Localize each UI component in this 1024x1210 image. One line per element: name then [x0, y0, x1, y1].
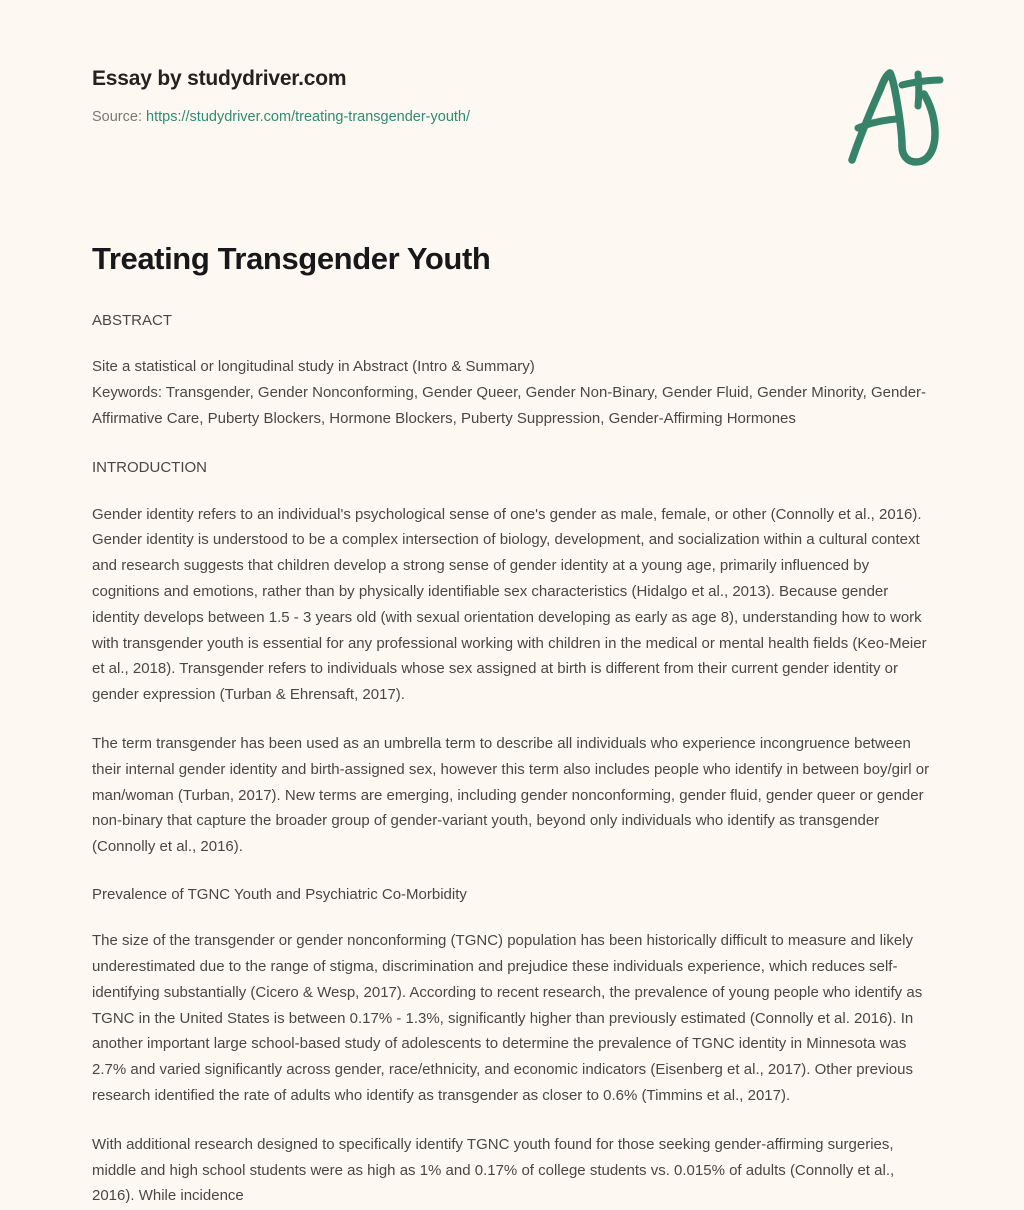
brand-title: Essay by studydriver.com [92, 67, 347, 90]
source-label: Source: [92, 109, 142, 126]
a-plus-logo-svg [840, 62, 948, 172]
page-header [92, 66, 954, 127]
document-body [92, 240, 937, 1209]
prevalence-heading: Prevalence of TGNC Youth and Psychiatric Co-Morbidity [92, 886, 467, 903]
prevalence-paragraph-1: The size of the transgender or gender nonconforming (TGNC) population has been historically difficult to measure and likely underestimated due to the range of stigma, discrimination and prejudice these individuals experience, which reduces self-identifying substantially (Cicero & Wesp, 2017). According to recent research, the prevalence of young people who identify as TGNC in the United States is between 0.17% - 1.3%, significantly higher than previously estimated (Connolly et al. 2016). In another important large school-based study of adolescents to determine the prevalence of TGNC identity in Minnesota was 2.7% and varied significantly across gender, race/ethnicity, and economic indicators (Eisenberg et al., 2017). Other previous research identified the rate of adults who identify as transgender as closer to 0.6% (Timmins et al., 2017). [92, 932, 923, 1105]
source-line [92, 108, 954, 127]
source-url-link[interactable]: https://studydriver.com/treating-transgender-youth/ [146, 109, 471, 126]
abstract-block [92, 354, 937, 431]
intro-paragraph-1: Gender identity refers to an individual's psychological sense of one's gender as male, female, or other (Connolly et al., 2016). Gender identity is understood to be a complex intersection of biology, development, and socialization within a cultural context and research suggests that children develop a strong sense of gender identity at a young age, primarily influenced by cognitions and emotions, rather than by physically identifiable sex characteristics (Hidalgo et al., 2013). Because gender identity develops between 1.5 - 3 years old (with sexual orientation developing as early as age 8), understanding how to work with transgender youth is essential for any professional working with children in the medical or mental health fields (Keo-Meier et al., 2018). Transgender refers to individuals whose sex assigned at birth is different from their current gender identity or gender expression (Turban & Ehrensaft, 2017). [92, 505, 927, 704]
intro-paragraph-2: The term transgender has been used as an umbrella term to describe all individuals who experience incongruence between their internal gender identity and birth-assigned sex, however this term also includes people who identify in between boy/girl or man/woman (Turban, 2017). New terms are emerging, including gender nonconforming, gender fluid, gender queer or gender non-binary that capture the broader group of gender-variant youth, beyond only individuals who identify as transgender (Connolly et al., 2016). [92, 735, 930, 856]
prevalence-paragraph-2: With additional research designed to specifically identify TGNC youth found for those seeking gender-affirming surgeries, middle and high school students were as high as 1% and 0.17% of college students vs. 0.015% of adults (Connolly et al., 2016). While incidence [92, 1135, 895, 1205]
keywords-line: Keywords: Transgender, Gender Nonconforming, Gender Queer, Gender Non-Binary, Gender Fluid, Gender Minority, Gender-Affirmative Care, Puberty Blockers, Hormone Blockers, Puberty Suppression, Gender-Affirming Hormones [92, 383, 927, 427]
abstract-note: Site a statistical or longitudinal study in Abstract (Intro & Summary) [92, 358, 535, 375]
abstract-heading: ABSTRACT [92, 311, 173, 329]
introduction-heading: INTRODUCTION [92, 459, 207, 477]
a-plus-logo-icon[interactable] [840, 62, 948, 172]
page-title: Treating Transgender Youth [92, 241, 491, 276]
